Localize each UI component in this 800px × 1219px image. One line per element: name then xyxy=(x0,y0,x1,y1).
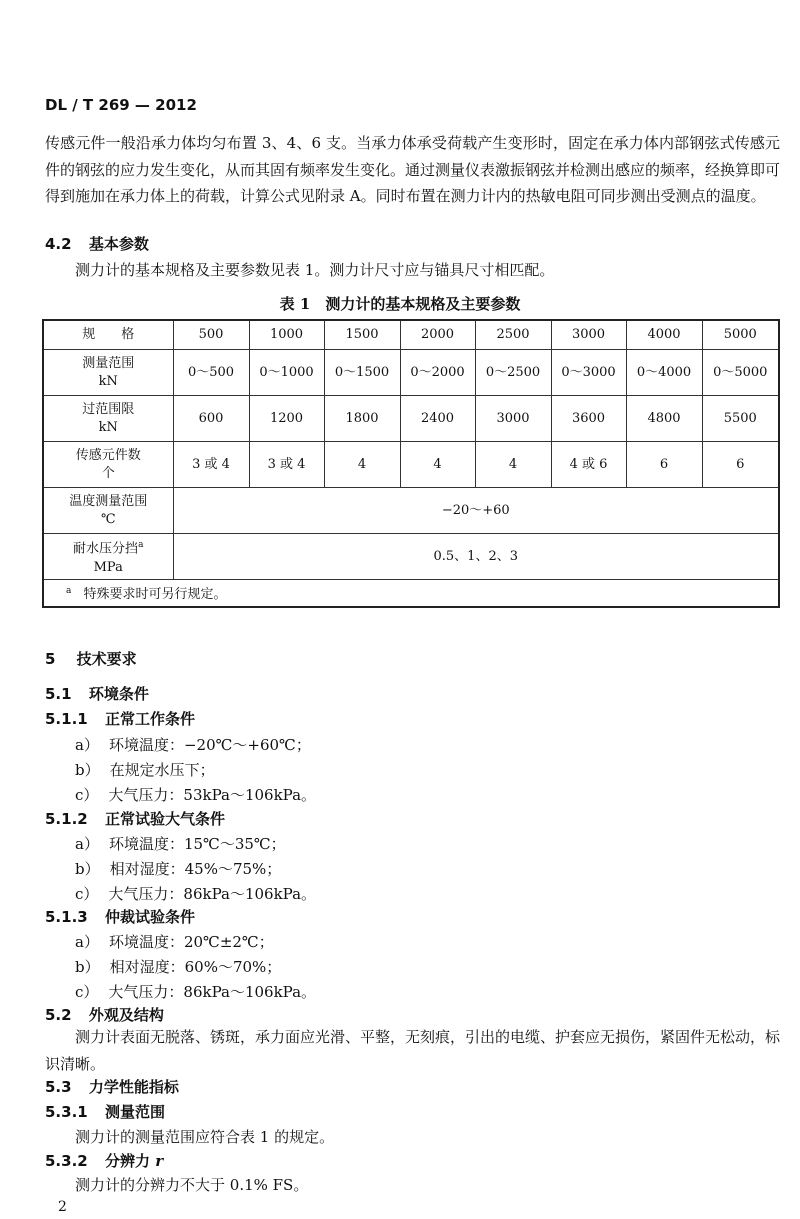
spec-cell: 1000 xyxy=(249,320,324,350)
standard-code-header: DL / T 269 — 2012 xyxy=(45,96,197,114)
sensors-label-line1: 传感元件数 xyxy=(75,447,141,463)
section-number: 5.3 xyxy=(45,1078,72,1096)
section-number: 5.1.1 xyxy=(45,710,88,728)
section-5-heading xyxy=(45,648,137,669)
overrange-cell: 3000 xyxy=(475,396,551,442)
section-5-1-2-heading xyxy=(45,808,225,829)
sensors-cell: 4 xyxy=(475,442,551,488)
item-mark: b） xyxy=(75,761,100,779)
table-note xyxy=(43,580,779,608)
item-text: 相对湿度：60%～70%； xyxy=(109,958,282,976)
section-title: 分辨力 xyxy=(104,1152,150,1170)
section-title: 环境条件 xyxy=(88,685,149,703)
sensors-cell: 6 xyxy=(626,442,702,488)
list-item xyxy=(75,883,316,904)
item-text: 环境温度：20℃±2℃； xyxy=(108,933,274,951)
section-5-2-text: 测力计表面无脱落、锈斑，承力面应光滑、平整，无刻痕，引出的电缆、护套应无损伤，紧固件无松动，标识清晰。 xyxy=(45,1028,781,1073)
list-item xyxy=(75,784,316,805)
range-cell: 0～1000 xyxy=(249,350,324,396)
range-label-line1: 测量范围 xyxy=(82,355,135,371)
note-text: 特殊要求时可另行规定。 xyxy=(83,587,227,603)
item-text: 环境温度：−20℃～+60℃； xyxy=(108,736,311,754)
section-number: 4.2 xyxy=(45,235,72,253)
section-5-3-2-text: 测力计的分辨力不大于 0.1% FS。 xyxy=(75,1176,309,1194)
spec-cell: 5000 xyxy=(702,320,779,350)
section-title: 力学性能指标 xyxy=(88,1078,179,1096)
table-row xyxy=(43,488,779,534)
list-item xyxy=(75,858,281,879)
table-row xyxy=(43,320,779,350)
sensors-cell: 4 或 6 xyxy=(551,442,626,488)
section-5-1-heading xyxy=(45,683,149,704)
range-cell: 0～4000 xyxy=(626,350,702,396)
spec-cell: 3000 xyxy=(551,320,626,350)
spec-cell: 500 xyxy=(173,320,249,350)
spec-cell: 2000 xyxy=(400,320,475,350)
range-cell: 0～2000 xyxy=(400,350,475,396)
overrange-cell: 4800 xyxy=(626,396,702,442)
table-row xyxy=(43,350,779,396)
section-5-1-1-heading xyxy=(45,708,195,729)
range-cell: 0～5000 xyxy=(702,350,779,396)
resolution-symbol: r xyxy=(155,1152,164,1170)
footnote-marker: a xyxy=(138,540,144,551)
note-marker: a xyxy=(66,585,72,596)
pressure-label-unit: MPa xyxy=(93,559,123,575)
overrange-cell: 600 xyxy=(173,396,249,442)
item-text: 相对湿度：45%～75%； xyxy=(109,860,282,878)
section-5-3-2-heading xyxy=(45,1150,163,1171)
item-text: 大气压力：86kPa～106kPa。 xyxy=(108,885,317,903)
range-cell: 0～2500 xyxy=(475,350,551,396)
section-title: 基本参数 xyxy=(88,235,149,253)
section-number: 5 xyxy=(45,650,56,668)
section-number: 5.1 xyxy=(45,685,72,703)
overrange-cell: 3600 xyxy=(551,396,626,442)
list-item xyxy=(75,956,281,977)
item-mark: c） xyxy=(75,885,99,903)
list-item xyxy=(75,759,215,780)
temp-label-unit: ℃ xyxy=(100,511,116,527)
list-item xyxy=(75,833,286,854)
section-title: 正常工作条件 xyxy=(104,710,195,728)
sensors-cell: 4 xyxy=(400,442,475,488)
section-title: 测量范围 xyxy=(104,1103,165,1121)
pressure-label-line1 xyxy=(44,536,173,558)
sensors-cell: 4 xyxy=(324,442,400,488)
section-number: 5.3.2 xyxy=(45,1152,88,1170)
table-caption: 表 1 测力计的基本规格及主要参数 xyxy=(279,295,521,313)
spec-cell: 4000 xyxy=(626,320,702,350)
item-mark: b） xyxy=(75,958,100,976)
section-5-2-heading xyxy=(45,1004,164,1025)
section-5-3-1-heading xyxy=(45,1101,165,1122)
overrange-label-line1: 过范围限 xyxy=(82,401,135,417)
item-mark: c） xyxy=(75,786,99,804)
page-number: 2 xyxy=(58,1199,67,1215)
section-title: 技术要求 xyxy=(76,650,137,668)
table-row xyxy=(43,534,779,580)
overrange-label-unit: kN xyxy=(98,419,118,435)
range-cell: 0～3000 xyxy=(551,350,626,396)
table-row xyxy=(43,396,779,442)
item-mark: c） xyxy=(75,983,99,1001)
range-label xyxy=(43,350,173,396)
overrange-cell: 1200 xyxy=(249,396,324,442)
overrange-cell: 5500 xyxy=(702,396,779,442)
range-cell: 0～500 xyxy=(173,350,249,396)
item-text: 大气压力：86kPa～106kPa。 xyxy=(108,983,317,1001)
item-mark: a） xyxy=(75,835,99,853)
intro-paragraph: 传感元件一般沿承力体均匀布置 3、4、6 支。当承力体承受荷载产生变形时，固定在承力体内部钢弦式传感元件的钢弦的应力发生变化，从而其固有频率发生变化。通过测量仪表激振钢弦并检测出感应的频率，经换算即可得到施加在承力体上的荷载，计算公式见附录 A。同时布置在测力计内的热敏电阻可同步测出受测点的温度。 xyxy=(45,134,781,205)
temp-label-line1: 温度测量范围 xyxy=(69,493,148,509)
section-number: 5.1.3 xyxy=(45,908,88,926)
section-number: 5.2 xyxy=(45,1006,72,1024)
spec-cell: 1500 xyxy=(324,320,400,350)
section-4-2-heading xyxy=(45,233,149,254)
temp-value: −20～+60 xyxy=(173,488,779,534)
section-number: 5.1.2 xyxy=(45,810,88,828)
item-mark: b） xyxy=(75,860,100,878)
overrange-label xyxy=(43,396,173,442)
temp-label xyxy=(43,488,173,534)
section-5-3-heading xyxy=(45,1076,179,1097)
item-mark: a） xyxy=(75,933,99,951)
table-row xyxy=(43,442,779,488)
sensors-cell: 3 或 4 xyxy=(173,442,249,488)
section-title: 仲裁试验条件 xyxy=(104,908,195,926)
sensors-cell: 3 或 4 xyxy=(249,442,324,488)
sensors-cell: 6 xyxy=(702,442,779,488)
spec-label: 规 格 xyxy=(43,320,173,350)
table-note-row xyxy=(43,580,779,608)
section-5-3-1-text: 测力计的测量范围应符合表 1 的规定。 xyxy=(75,1128,335,1146)
sensors-label xyxy=(43,442,173,488)
overrange-cell: 2400 xyxy=(400,396,475,442)
section-title: 外观及结构 xyxy=(88,1006,164,1024)
section-5-1-3-heading xyxy=(45,906,195,927)
sensors-label-unit: 个 xyxy=(101,465,115,481)
item-text: 大气压力：53kPa～106kPa。 xyxy=(108,786,317,804)
section-title: 正常试验大气条件 xyxy=(104,810,225,828)
pressure-label-text: 耐水压分挡 xyxy=(73,541,139,557)
section-number: 5.3.1 xyxy=(45,1103,88,1121)
item-text: 环境温度：15℃～35℃； xyxy=(108,835,286,853)
list-item xyxy=(75,931,274,952)
item-mark: a） xyxy=(75,736,99,754)
pressure-value: 0.5、1、2、3 xyxy=(173,534,779,580)
pressure-label xyxy=(43,534,173,580)
section-4-2-text: 测力计的基本规格及主要参数见表 1。测力计尺寸应与锚具尺寸相匹配。 xyxy=(75,261,555,279)
list-item xyxy=(75,981,316,1002)
range-cell: 0～1500 xyxy=(324,350,400,396)
list-item xyxy=(75,734,311,755)
overrange-cell: 1800 xyxy=(324,396,400,442)
range-label-unit: kN xyxy=(98,373,118,389)
spec-cell: 2500 xyxy=(475,320,551,350)
item-text: 在规定水压下； xyxy=(109,761,215,779)
spec-table xyxy=(42,319,780,608)
